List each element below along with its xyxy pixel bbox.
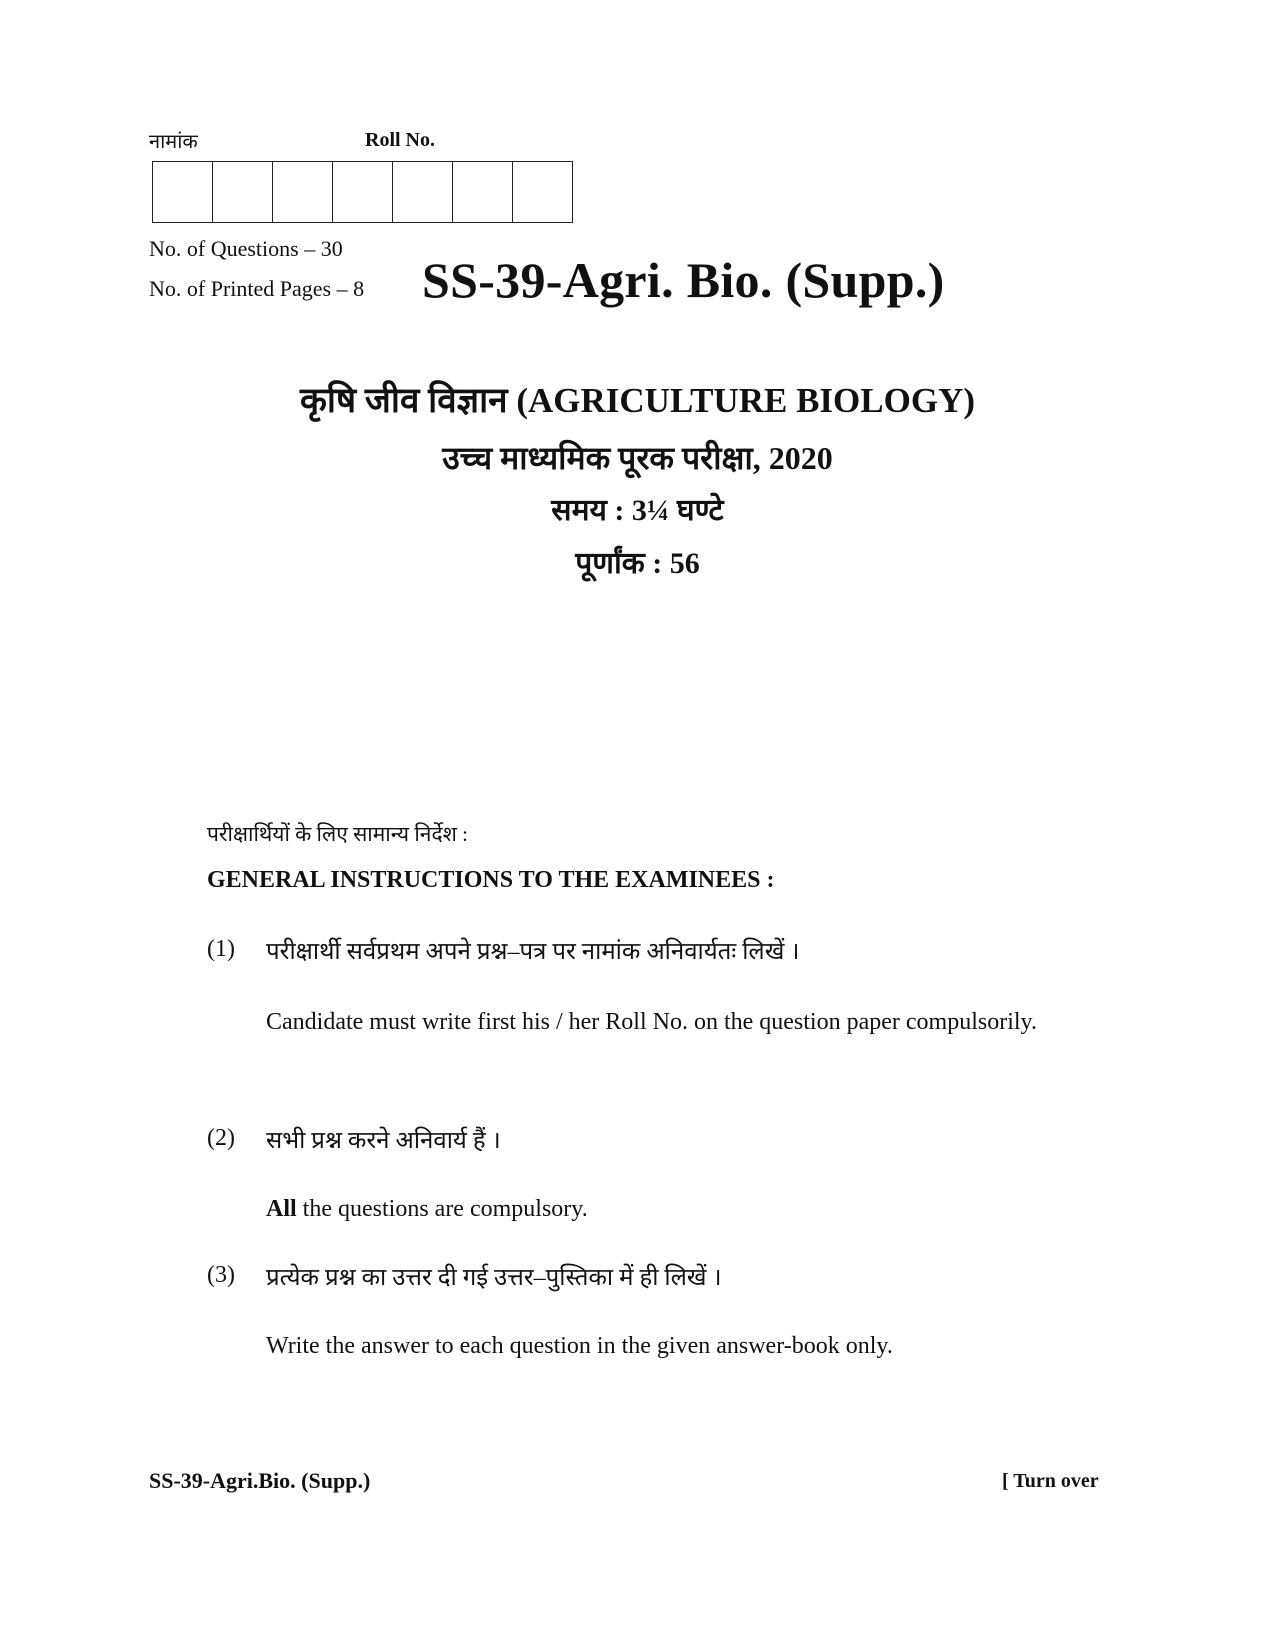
- roll-number-boxes: [152, 161, 573, 223]
- roll-number-label: Roll No.: [365, 129, 435, 151]
- instructions-heading-hindi: परीक्षार्थियों के लिए सामान्य निर्देश :: [207, 822, 468, 846]
- roll-digit-box: [513, 162, 573, 222]
- roll-digit-box: [153, 162, 213, 222]
- roll-digit-box: [393, 162, 453, 222]
- subject-title: कृषि जीव विज्ञान (AGRICULTURE BIOLOGY): [299, 381, 975, 420]
- instruction-number: (1): [207, 936, 235, 962]
- number-of-questions: No. of Questions – 30: [149, 236, 343, 261]
- maximum-marks: पूर्णांक : 56: [575, 547, 700, 580]
- instruction-english-rest: the questions are compulsory.: [296, 1196, 588, 1222]
- instruction-english: Candidate must write first his / her Roll No. on the question paper compulsorily.: [266, 1009, 1037, 1035]
- instruction-hindi: परीक्षार्थी सर्वप्रथम अपने प्रश्न–पत्र पर नामांक अनिवार्यतः लिखें ।: [266, 939, 800, 965]
- instructions-heading: GENERAL INSTRUCTIONS TO THE EXAMINEES :: [207, 867, 775, 893]
- instruction-number: (3): [207, 1262, 235, 1288]
- paper-code-title: SS-39-Agri. Bio. (Supp.): [422, 252, 945, 308]
- roll-number-label-hindi: नामांक: [149, 131, 198, 153]
- instruction-hindi: सभी प्रश्न करने अनिवार्य हैं ।: [266, 1128, 501, 1154]
- instruction-number: (2): [207, 1125, 235, 1151]
- exam-name: उच्च माध्यमिक पूरक परीक्षा, 2020: [442, 440, 833, 476]
- roll-digit-box: [213, 162, 273, 222]
- instruction-english: Write the answer to each question in the given answer-book only.: [266, 1333, 893, 1359]
- exam-duration: समय : 3¼ घण्टे: [551, 494, 724, 527]
- instruction-hindi: प्रत्येक प्रश्न का उत्तर दी गई उत्तर–पुस्तिका में ही लिखें ।: [266, 1265, 722, 1291]
- roll-digit-box: [333, 162, 393, 222]
- roll-digit-box: [273, 162, 333, 222]
- roll-digit-box: [453, 162, 513, 222]
- instruction-english: [266, 1196, 588, 1223]
- turn-over-note: [ Turn over: [1002, 1470, 1099, 1492]
- number-of-printed-pages: No. of Printed Pages – 8: [149, 276, 365, 301]
- footer-paper-code: SS-39-Agri.Bio. (Supp.): [149, 1468, 371, 1493]
- emphasis-text: All: [266, 1196, 297, 1222]
